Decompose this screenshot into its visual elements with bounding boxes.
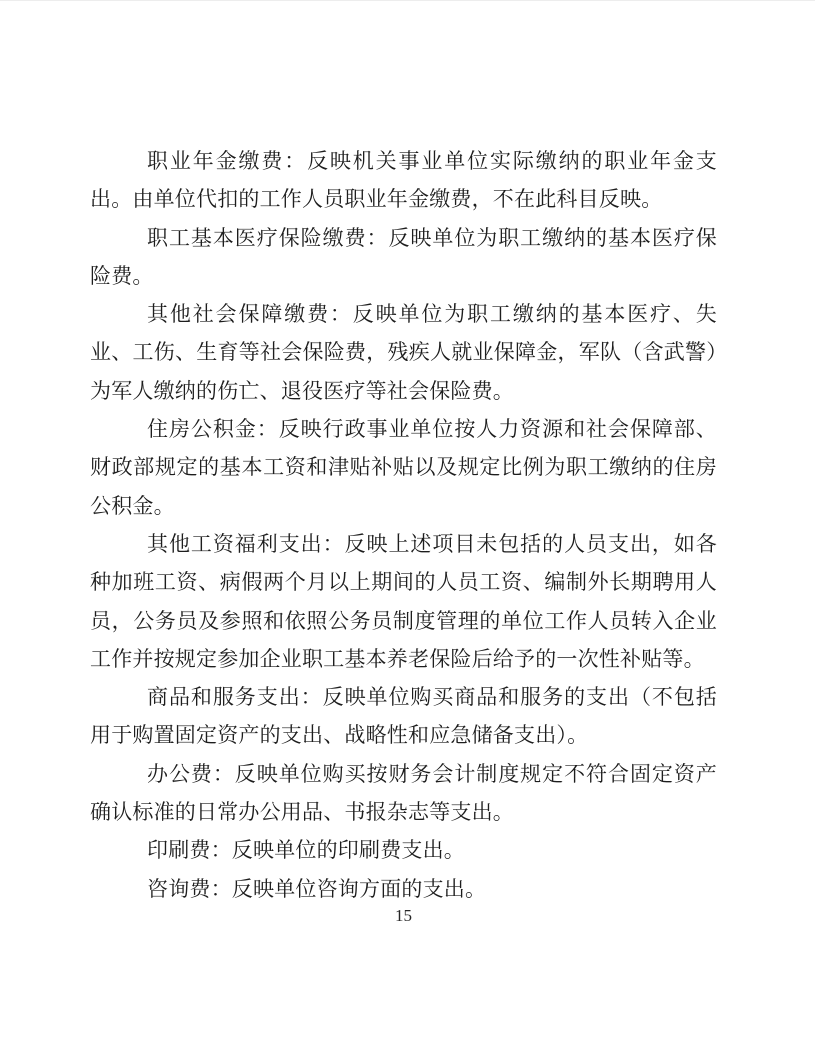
paragraph-other-social-security: 其他社会保障缴费：反映单位为职工缴纳的基本医疗、失业、工伤、生育等社会保险费，残疾人就业保障金，军队（含武警）为军人缴纳的伤亡、退役医疗等社会保险费。 [90, 302, 717, 403]
paragraph-goods-and-services: 商品和服务支出：反映单位购买商品和服务的支出（不包括用于购置固定资产的支出、战略性和应急储备支出）。 [90, 685, 717, 748]
document-body [90, 142, 717, 908]
paragraph-pension-contribution: 职业年金缴费：反映机关事业单位实际缴纳的职业年金支出。由单位代扣的工作人员职业年金缴费，不在此科目反映。 [90, 149, 717, 212]
page-number: 15 [395, 906, 412, 925]
paragraph-office-expense: 办公费：反映单位购买按财务会计制度规定不符合固定资产确认标准的日常办公用品、书报杂志等支出。 [90, 761, 717, 825]
paragraph-housing-fund: 住房公积金：反映行政事业单位按人力资源和社会保障部、财政部规定的基本工资和津贴补贴以及规定比例为职工缴纳的住房公积金。 [90, 417, 717, 518]
paragraph-other-wage-welfare: 其他工资福利支出：反映上述项目未包括的人员支出，如各种加班工资、病假两个月以上期间的人员工资、编制外长期聘用人员，公务员及参照和依照公务员制度管理的单位工作人员转入企业工作并按规定参加企业职工基本养老保险后给予的一次性补贴等。 [90, 531, 717, 671]
paragraph-printing-expense: 印刷费：反映单位的印刷费支出。 [147, 838, 465, 863]
paragraph-basic-medical-insurance: 职工基本医疗保险缴费：反映单位为职工缴纳的基本医疗保险费。 [90, 225, 717, 288]
paragraph-consulting-expense: 咨询费：反映单位咨询方面的支出。 [147, 876, 487, 901]
